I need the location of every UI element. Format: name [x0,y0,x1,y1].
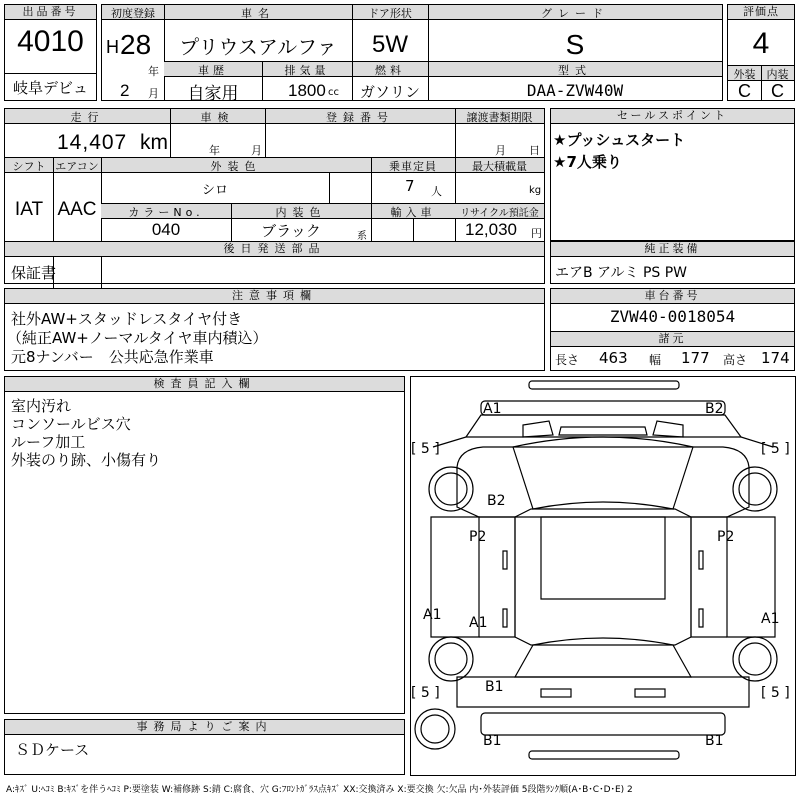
height-label: 高さ [723,353,748,367]
damage-b1-rear-center: B1 [485,679,504,695]
chassis-number: ZVW40-0018054 [609,307,736,326]
shift: IAT [14,199,44,220]
lot-label: 出品番号 [5,5,96,20]
damage-b2-front-right: B2 [705,401,724,417]
displacement-unit: cc [328,87,339,98]
score: 4 [752,27,770,60]
first-reg-label: 初度登録 [111,7,155,20]
office-box [4,719,405,775]
capacity: 7 [405,177,415,195]
ac: AAC [57,199,97,220]
score-label: 評価点 [728,5,794,20]
tire-front-right: [ 5 ] [761,441,790,457]
model: DAA-ZVW40W [526,81,624,100]
month-unit: 月 [148,87,159,100]
capacity-label: 乗車定員 [389,160,437,173]
damage-a1-left-side: A1 [423,607,442,623]
notes-label: 注意事項欄 [5,289,544,304]
color-no: 040 [151,220,181,239]
inspector-line-4: 外装のり跡、小傷有り [11,451,162,469]
lot-box [4,4,97,101]
transfer-day-char: 日 [529,144,540,157]
office-label: 事務局よりご案内 [5,720,404,735]
width-label: 幅 [649,353,662,367]
tire-front-left: [ 5 ] [411,441,440,457]
int-label: 内装 [766,68,789,81]
int-score: C [771,81,784,101]
equipment: エアB アルミ PS PW [555,265,688,281]
interior-color-unit: 系 [357,231,367,242]
width: 177 [681,349,710,367]
history-label: 車歴 [198,64,228,77]
inspection-month-unit: 月 [251,144,262,157]
inspector-line-1: 室内汚れ [11,397,72,415]
interior-color-label: 内装色 [275,206,327,219]
damage-b1-rear-right: B1 [705,733,724,749]
office-note: ＳＤケース [15,741,90,759]
first-reg-year: 28 [120,29,152,60]
fuel: ガソリン [359,83,420,101]
inspector-line-2: コンソールビス穴 [11,415,131,433]
fuel-label: 燃料 [375,64,405,77]
tire-rear-left: [ 5 ] [411,685,440,701]
score-box [727,4,795,101]
chassis-label: 車台番号 [551,289,794,304]
recycle-unit: 円 [531,227,542,240]
displacement-label: 排気量 [284,64,330,77]
grade: S [565,29,585,60]
car-diagram-box [410,376,796,776]
ext-label: 外装 [733,68,756,81]
sales-points-box [550,108,795,241]
sales-points-label: セールスポイント [551,109,794,124]
color-label: 外装色 [210,160,262,173]
recycle-label: リサイクル預託金 [460,208,539,219]
plate-label: 登録番号 [326,111,394,124]
inspection-year-unit: 年 [209,144,220,157]
doors-label: ドア形状 [368,7,412,20]
spec-grid [4,108,545,284]
damage-p2-right: P2 [717,529,735,545]
displacement: 1800 [288,81,326,100]
model-label: 型式 [558,64,592,77]
equipment-label: 純正装備 [551,242,794,257]
doors: 5W [372,31,408,58]
mileage-label: 走行 [70,111,105,124]
note-line-2: （純正AW+ノーマルタイヤ車内積込） [7,329,268,347]
inspector-line-3: ルーフ加工 [11,433,86,451]
damage-a1-rear-door: A1 [469,615,488,631]
dims-label: 諸元 [551,332,794,347]
after-parts-label: 後日発送部品 [5,242,544,257]
damage-a1-right-side: A1 [761,611,780,627]
interior-color: ブラック [261,222,321,240]
sales-point-1: ★プッシュスタート [553,131,686,149]
length-label: 長さ [555,353,580,367]
notes-box [4,288,545,371]
sales-point-2: ★7人乗り [553,153,622,171]
grade-label: グレード [541,7,609,20]
transfer-month-unit: 月 [495,144,506,157]
car-diagram [411,377,795,775]
capacity-unit: 人 [431,185,442,198]
height: 174 [761,349,790,367]
length: 463 [599,349,628,367]
import-label: 輸入車 [390,206,436,219]
color-no-label: カラーNo. [128,206,204,219]
equipment-box [550,241,795,284]
vehicle-header-box [101,4,723,104]
note-line-3: 元8ナンバー 公共応急作業車 [11,348,214,366]
transfer-label: 譲渡書類期限 [466,111,533,124]
note-line-1: 社外AW+スタッドレスタイヤ付き [11,310,243,328]
color: シロ [201,183,228,198]
ac-label: エアコン [55,160,99,173]
load-label: 最大積載量 [472,160,527,173]
damage-a1-front-left: A1 [483,401,502,417]
chassis-box [550,288,795,371]
car-name-label: 車名 [241,7,275,20]
damage-p2-left: P2 [469,529,487,545]
mileage: 14,407 [57,131,128,154]
damage-b2-hood: B2 [487,493,506,509]
after-parts: 保証書 [11,264,57,282]
shift-label: シフト [12,160,46,173]
tire-rear-right: [ 5 ] [761,685,790,701]
mileage-unit: km [140,131,168,154]
inspection-label: 車検 [200,111,235,124]
inspector-label: 検査員記入欄 [5,377,404,392]
recycle: 12,030 [465,220,517,239]
debut-label: 岐阜デビュ [12,79,88,97]
load-unit: kg [529,185,542,196]
ext-score: C [738,81,751,101]
car-name: プリウスアルファ [179,35,337,59]
inspector-box [4,376,405,714]
history: 自家用 [187,84,239,104]
year-unit: 年 [148,65,159,78]
lot-number: 4010 [17,25,84,58]
first-reg-month: 2 [120,81,130,100]
legend: A:ｷｽﾞ U:ﾍｺﾐ B:ｷｽﾞを伴うﾍｺﾐ P:要塗装 W:補修跡 S:錆 C:腐食、穴 G:ﾌﾛﾝﾄｶﾞﾗｽ点ｷｽﾞ XX:交換済み X:要交換 欠:欠品 内･外装評価 5段階ﾗﾝｸ順(A･B･C･D･E) 2 [6,785,633,795]
era: H [106,37,119,57]
damage-b1-rear-left: B1 [483,733,502,749]
